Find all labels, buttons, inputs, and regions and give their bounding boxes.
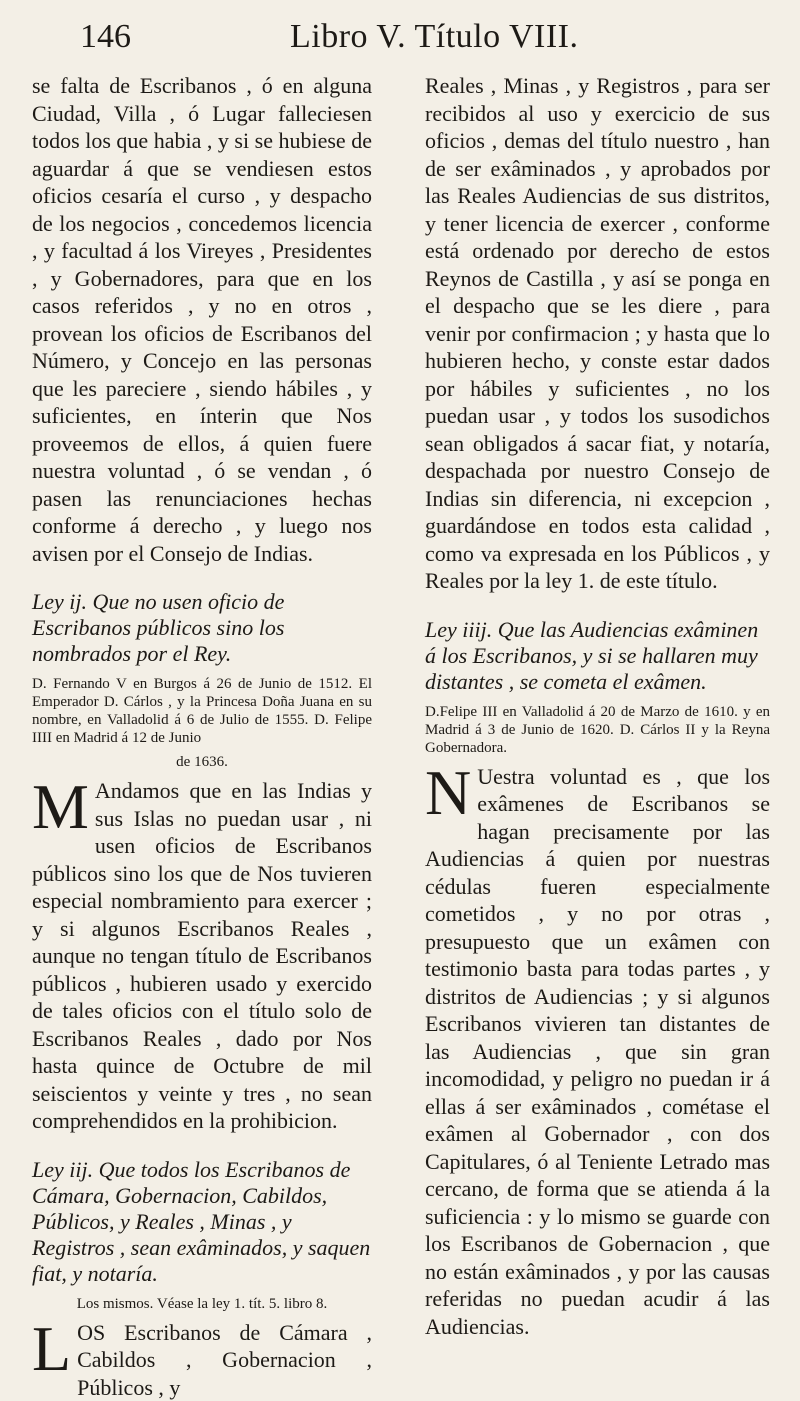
law-2-source: D. Fernando V en Burgos á 26 de Junio de 1512. El Emperador D. Cárlos , y la Princesa Doña Juana en su nombre, en Valladolid á 6 de Julio de 1555. D. Felipe IIII en Madrid á 12 de Junio <box>32 675 372 747</box>
law-4-title: Ley iiij. Que las Audiencias exâminen á los Escribanos, y si se hallaren muy distantes , se cometa el exâmen. <box>425 617 770 695</box>
running-title: Libro V. Título VIII. <box>290 18 579 56</box>
page-number: 146 <box>80 18 131 56</box>
law-2-source-year: de 1636. <box>32 753 372 771</box>
law-3-text: OS Escribanos de Cámara , Cabildos , Gobernacion , Públicos , y <box>77 1320 372 1400</box>
law-3-initial: L <box>32 1323 71 1375</box>
law-4-source: D.Felipe III en Valladolid á 20 de Marzo de 1610. y en Madrid á 3 de Junio de 1620. D. Cárlos II y la Reyna Gobernadora. <box>425 703 770 757</box>
continued-paragraph: se falta de Escribanos , ó en alguna Ciudad, Villa , ó Lugar falleciesen todos los que habia , y si se hubiese de aguardar á que se vendiesen estos oficios cesaría el curso , y despacho de los negocios , concedemos licencia , y facultad á los Vireyes , Presidentes , y Gobernadores, para que en los casos referidos , y no en otros , provean los oficios de Escribanos del Número, y Concejo en las personas que les pareciere , siendo hábiles , y suficientes, en ínterin que Nos proveemos de ellos, á quien fuere nuestra voluntad , ó se vendan , ó pasen las renunciaciones hechas conforme á derecho , y luego nos avisen por el Consejo de Indias. <box>32 72 372 567</box>
law-2-initial: M <box>32 781 89 833</box>
law-2-text: Andamos que en las Indias y sus Islas no puedan usar , ni usen oficios de Escribanos públicos sino los que de Nos tuvieren especial nombramiento para exercer ; y si algunos Escribanos Reales , aunque no tengan título de Escribanos públicos , hubieren usado y exercido de tales oficios con el título solo de Escribanos Reales , dado por Nos hasta quince de Octubre de mil seiscientos y veinte y tres , no sean comprehendidos en la prohibicion. <box>32 778 372 1133</box>
law-2-body <box>32 777 372 1135</box>
law-2-title: Ley ij. Que no usen oficio de Escribanos públicos sino los nombrados por el Rey. <box>32 589 372 667</box>
law-4-initial: N <box>425 767 471 819</box>
law-4-body <box>425 763 770 1341</box>
law-3-body <box>32 1319 372 1401</box>
law-3-source: Los mismos. Véase la ley 1. tít. 5. libro 8. <box>32 1295 372 1313</box>
law-3-continuation: Reales , Minas , y Registros , para ser recibidos al uso y exercicio de sus oficios , demas del título nuestro , han de ser exâminados , y aprobados por las Reales Audiencias de sus distritos, y tener licencia de exercer , conforme está ordenado por derecho de estos Reynos de Castilla , y así se ponga en el despacho que se les diere , para venir por confirmacion ; y hasta que lo hubieren hecho, y conste estar dados por hábiles y suficientes , no los puedan usar , y todos los susodichos sean obligados á sacar fiat, y notaría, despachada por nuestro Consejo de Indias sin diferencia, ni excepcion , guardándose en todos esta calidad , como va expresada en los Públicos , y Reales por la ley 1. de este título. <box>425 72 770 595</box>
page-header <box>80 18 760 68</box>
left-column <box>32 72 372 1401</box>
law-4-text: Uestra voluntad es , que los exâmenes de Escribanos se hagan precisamente por las Audiencias á quien por nuestras cédulas fueren especialmente cometidos , y no por otras , presupuesto que un exâmen con testimonio basta para todas partes , y distritos de Audiencias ; y si algunos Escribanos vivieren tan distantes de las Audiencias , que sin gran incomodidad, y peligro no puedan ir á ellas á ser exâminados , cométase el exâmen al Gobernador , con dos Capitulares, ó al Teniente Letrado mas cercano, de forma que se atienda á la suficiencia : y lo mismo se guarde con los Escribanos de Gobernacion , que no están exâminados , y por las causas referidas no puedan acudir á las Audiencias. <box>425 764 770 1339</box>
law-3-title: Ley iij. Que todos los Escribanos de Cámara, Gobernacion, Cabildos, Públicos, y Reales , Minas , y Registros , sean exâminados, y saquen fiat, y notaría. <box>32 1157 372 1287</box>
right-column <box>425 72 770 1340</box>
